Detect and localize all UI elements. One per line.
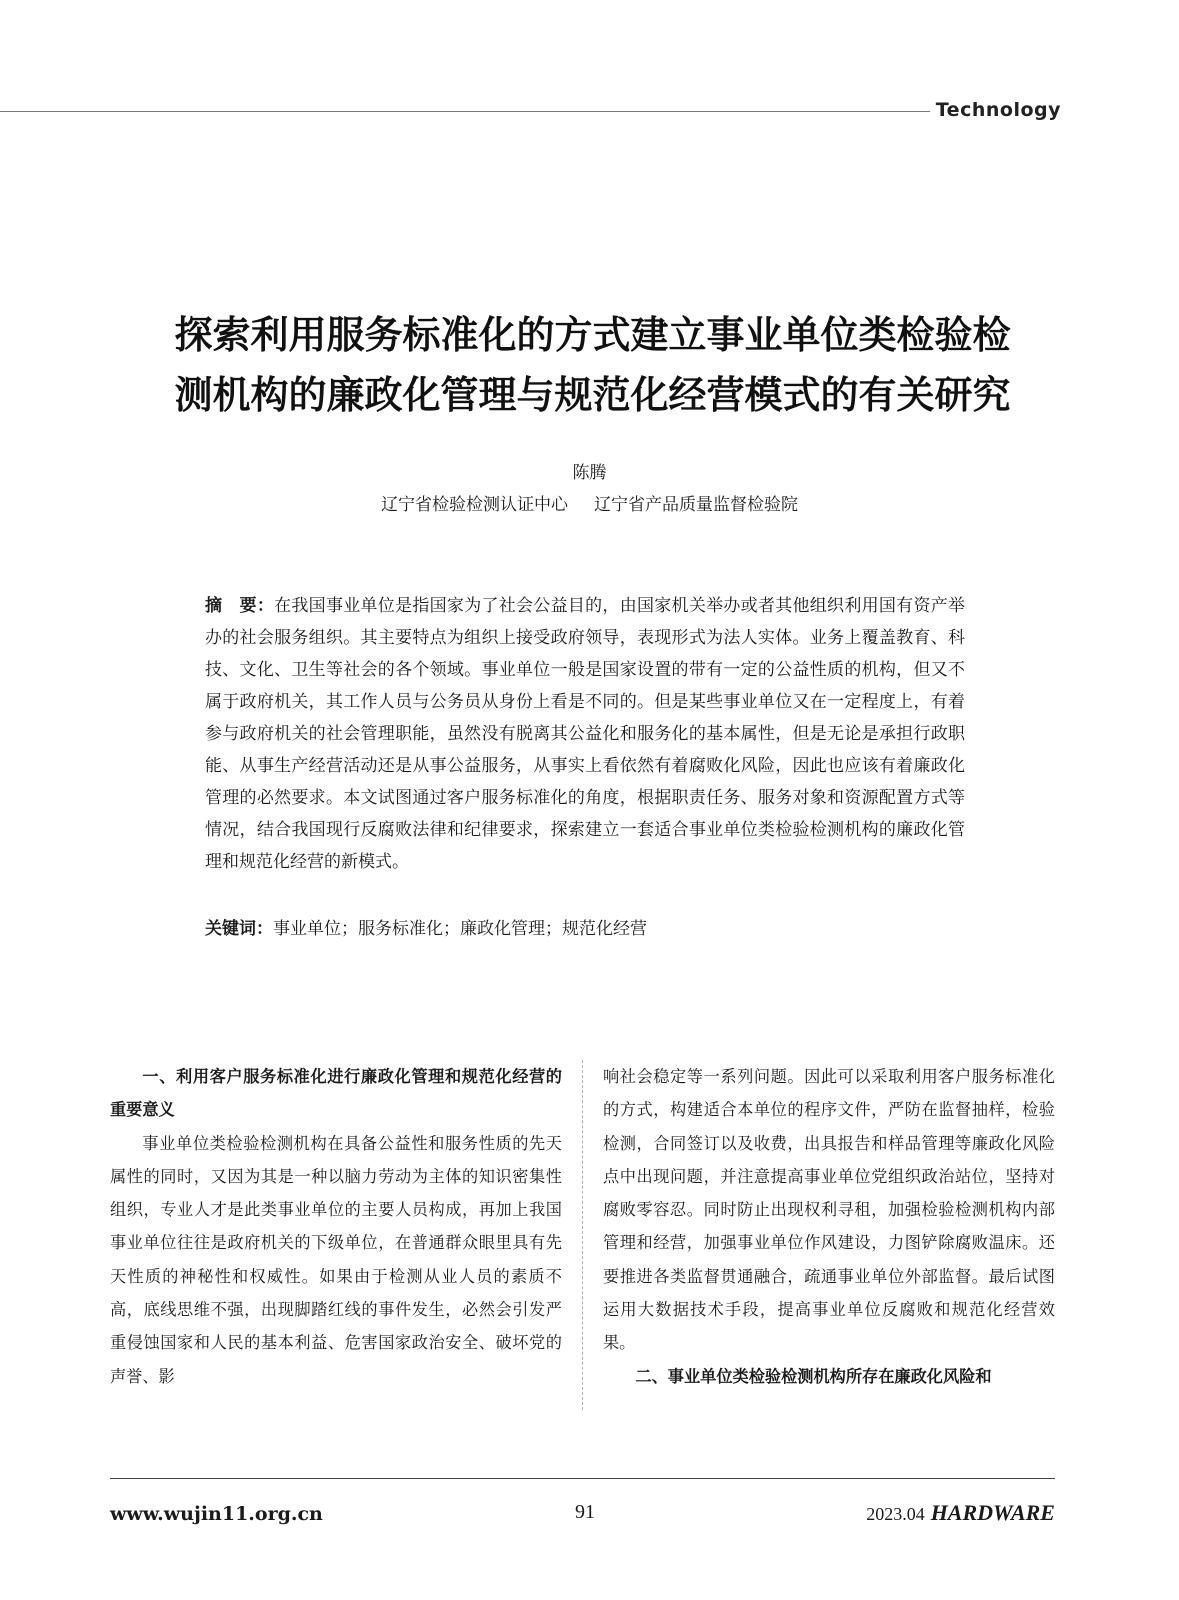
keywords-label: 关键词： <box>205 919 273 939</box>
footer-url: www.wujin11.org.cn <box>110 1503 323 1525</box>
abstract-label: 摘 要： <box>205 596 275 616</box>
title-line-2: 测机构的廉政化管理与规范化经营模式的有关研究 <box>174 373 1011 417</box>
title-line-1: 探索利用服务标准化的方式建立事业单位类检验检 <box>174 313 1011 357</box>
body-paragraph-1: 事业单位类检验检测机构在具备公益性和服务性质的先天属性的同时，又因为其是一种以脑力劳动为主体的知识密集性组织，专业人才是此类事业单位的主要人员构成，再加上我国事业单位往往是政府机关的下级单位，在普通群众眼里具有先天性质的神秘性和权威性。如果由于检测从业人员的素质不高，底线思维不强，出现脚踏红线的事件发生，必然会引发严重侵蚀国家和人民的基本利益、危害国家政治安全、破坏党的声誉、影 <box>110 1133 562 1386</box>
footer-issue: 2023.04 <box>866 1504 925 1524</box>
affiliation-1: 辽宁省检验检测认证中心 <box>381 495 568 515</box>
body-column-left <box>110 1060 562 1393</box>
section-heading-2: 二、事业单位类检验检测机构所存在廉政化风险和 <box>635 1366 992 1386</box>
section-heading-1: 一、利用客户服务标准化进行廉政化管理和规范化经营的重要意义 <box>110 1067 562 1120</box>
abstract <box>205 590 965 878</box>
body-column-right <box>603 1060 1055 1393</box>
footer-rule <box>110 1478 1055 1479</box>
article-title <box>100 305 1085 425</box>
affiliations <box>0 490 1179 515</box>
abstract-text: 在我国事业单位是指国家为了社会公益目的，由国家机关举办或者其他组织利用国有资产举办的社会服务组织。其主要特点为组织上接受政府领导，表现形式为法人实体。业务上覆盖教育、科技、文化、卫生等社会的各个领域。事业单位一般是国家设置的带有一定的公益性质的机构，但又不属于政府机关，其工作人员与公务员从身份上看是不同的。但是某些事业单位又在一定程度上，有着参与政府机关的社会管理职能，虽然没有脱离其公益化和服务化的基本属性，但是无论是承担行政职能、从事生产经营活动还是从事公益服务，从事实上看依然有着腐败化风险，因此也应该有着廉政化管理的必然要求。本文试图通过客户服务标准化的角度，根据职责任务、服务对象和资源配置方式等情况，结合我国现行反腐败法律和纪律要求，探索建立一套适合事业单位类检验检测机构的廉政化管理和规范化经营的新模式。 <box>205 596 966 872</box>
author-name: 陈腾 <box>572 463 607 483</box>
page-number: 91 <box>575 1501 595 1523</box>
affiliation-2: 辽宁省产品质量监督检验院 <box>594 495 798 515</box>
section-label: Technology <box>935 99 1061 121</box>
footer-journal <box>866 1500 1055 1526</box>
column-divider <box>582 1060 583 1410</box>
header-rule <box>0 111 930 112</box>
keywords <box>205 913 965 945</box>
keywords-text: 事业单位；服务标准化；廉政化管理；规范化经营 <box>273 919 647 939</box>
body-paragraph-2: 响社会稳定等一系列问题。因此可以采取利用客户服务标准化的方式，构建适合本单位的程序文件，严防在监督抽样，检验检测，合同签订以及收费，出具报告和样品管理等廉政化风险点中出现问题，并注意提高事业单位党组织政治站位，坚持对腐败零容忍。同时防止出现权利寻租，加强检验检测机构内部管理和经营，加强事业单位作风建设，力图铲除腐败温床。还要推进各类监督贯通融合，疏通事业单位外部监督。最后试图运用大数据技术手段，提高事业单位反腐败和规范化经营效果。 <box>603 1067 1055 1353</box>
journal-brand: HARDWARE <box>930 1500 1055 1525</box>
